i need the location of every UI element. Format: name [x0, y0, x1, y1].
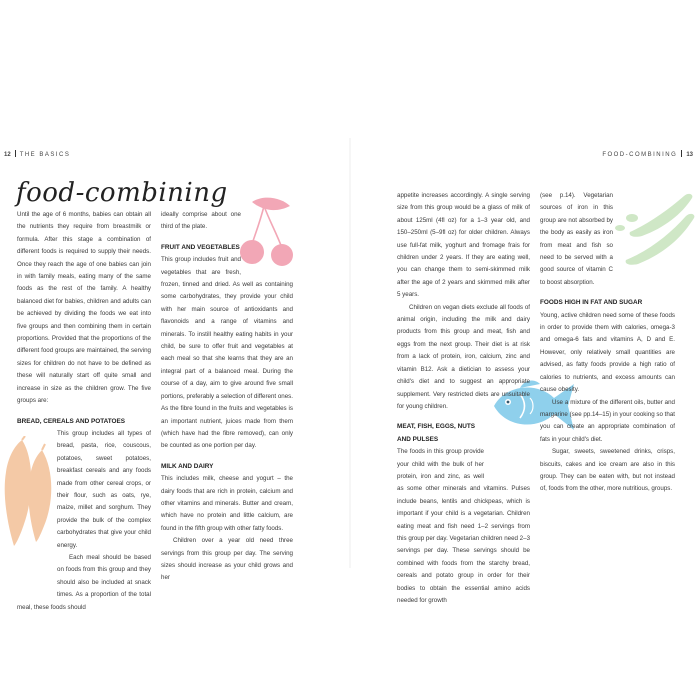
column-2	[161, 209, 293, 585]
column-1	[17, 209, 151, 614]
right-running-header	[602, 150, 693, 158]
wrap-spacer	[17, 498, 57, 594]
vegan-paragraph: Children on vegan diets exclude all foods of animal origin, including the milk and dairy products from this group and meat, fish and eggs from the next group. Their diet is at risk from a lack of protein, iron, calcium, zinc and vitamin B12. Ask a dietician to assess your child's diet and to suggest an appropriate supplement. Very restricted diets are unsuitable for young children.	[397, 303, 530, 410]
page-title: food-combining	[16, 178, 228, 208]
column-3	[397, 190, 530, 607]
section-heading-bread: BREAD, CEREALS AND POTATOES	[17, 417, 126, 425]
section-heading-meat: MEAT, FISH, EGGS, NUTS AND PULSES	[397, 423, 475, 443]
section-heading-fruit: FRUIT AND VEGETABLES	[161, 243, 240, 251]
bread-paragraph-cont: ideally comprise about one third of the plate.	[161, 211, 241, 231]
header-divider	[681, 150, 682, 157]
bread-paragraph-2: Each meal should be based on foods from this group and they should also be included at snack times. As a proportion of the total meal, these foods should	[17, 553, 151, 611]
section-heading-fat: FOODS HIGH IN FAT AND SUGAR	[540, 299, 643, 307]
sugar-paragraph: Sugar, sweets, sweetened drinks, crisps, biscuits, cakes and ice cream are also in this group. They can be eaten with, but not instead of, foods from the other, more nutritious, groups.	[540, 448, 675, 493]
header-divider	[15, 150, 16, 157]
column-4	[540, 190, 675, 496]
wrap-spacer	[241, 209, 293, 277]
fruit-paragraph: This group includes fruit and vegetables that are fresh, frozen, tinned and dried. As well as containing some carbohydrates, they provide your child with her main source of antioxidants and flavonoids and a range of vitamins and minerals. To instill healthy eating habits in your child, be sure to offer fruit and vegetables at each meal so that she learns that they are an integral part of a balanced meal. During the course of a day, aim to give around five small portions, preferably a selection of different ones. As the fibre found in the fruits and vegetables is an important nutrient, juices made from them (which have had the fibre removed), can only be counted as one portion per day.	[161, 256, 293, 450]
right-section-label: FOOD-COMBINING	[602, 152, 678, 158]
fat-paragraph: Young, active children need some of these foods in order to provide them with calories, omega-3 and omega-6 fats and vitamins A, D and E. However, only relatively small quantities are advised, as fatty foods provide a high ratio of calories to nutrients, and excess amounts can cause obesity.	[540, 311, 675, 394]
section-heading-milk: MILK AND DAIRY	[161, 462, 214, 470]
milk-paragraph-2: Children over a year old need three servings from this group per day. The serving sizes should increase as your child grows and her	[161, 537, 293, 582]
meat-paragraph: The foods in this group provide your child with the bulk of her protein, iron and zinc, as well as some other minerals and vitamins. Pulses include beans, lentils and chickpeas, which is important if your child is a vegetarian. Children eating meat and fish need 1–2 servings from this group per day. Vegetarian children need 2–3 servings per day. These servings should be combined with foods from the starchy bread, cereals and potato group in order for their bodies to obtain the essential amino acids needed for growth	[397, 448, 531, 604]
fats-paragraph-2: Use a mixture of the different oils, butter and margarine (see pp.14–15) in your cooking so that you can create an appropriate combination of fats in your child's diet.	[540, 398, 675, 443]
wrap-spacer	[484, 417, 530, 473]
bread-paragraph: This group includes all types of bread, pasta, rice, couscous, potatoes, sweet potatoes, breakfast cereals and any foods made from other cereal crops, or their flour, such as oats, rye, maize, millet and sorghum. They provide the bulk of the complex carbohydrates that give your child energy.	[57, 429, 151, 549]
milk-paragraph-cont: appetite increases accordingly. A single serving size from this group would be a glass of milk of about 125ml (4fl oz) for a 1–3 year old, and 150–250ml (5–9fl oz) for older children. Always use full-fat milk, yoghurt and fromage frais for children under 2 years. If they are eating well, you can change them to semi-skimmed milk after the age of 2 years and skimmed milk after 5 years.	[397, 192, 530, 299]
book-gutter	[349, 138, 351, 568]
wrap-spacer	[613, 190, 675, 266]
meat-paragraph-cont: (see p.14). Vegetarian sources of iron in this group are not absorbed by the body as easily as iron from meat and fish so need to be served with a good source of vitamin C to boost absorption.	[540, 192, 613, 286]
right-page-number: 13	[686, 152, 693, 158]
milk-paragraph: This includes milk, cheese and yogurt – the dairy foods that are rich in protein, calcium and other vitamins and minerals. Butter and cream, which have no protein and little calcium, are found in the fifth group with other fatty foods.	[161, 475, 293, 532]
left-section-label: THE BASICS	[19, 152, 71, 158]
intro-paragraph: Until the age of 6 months, babies can obtain all the nutrients they require from breastmilk or formula. After this stage a combination of different foods is required to supply their needs. Once they reach the age of one babies can join in with family meals, eating many of the same foods as the rest of the family. A healthy balanced diet for babies, children and adults can be achieved by dividing the foods we eat into five groups and then combining them in certain proportions. Provided that the proportions of the different food groups are maintained, the serving sizes for children do not have to be defined as these will naturally start off quite small and increase in size as the children grow. The five groups are:	[17, 211, 151, 405]
left-page-number: 12	[4, 152, 11, 158]
left-running-header	[4, 150, 70, 158]
